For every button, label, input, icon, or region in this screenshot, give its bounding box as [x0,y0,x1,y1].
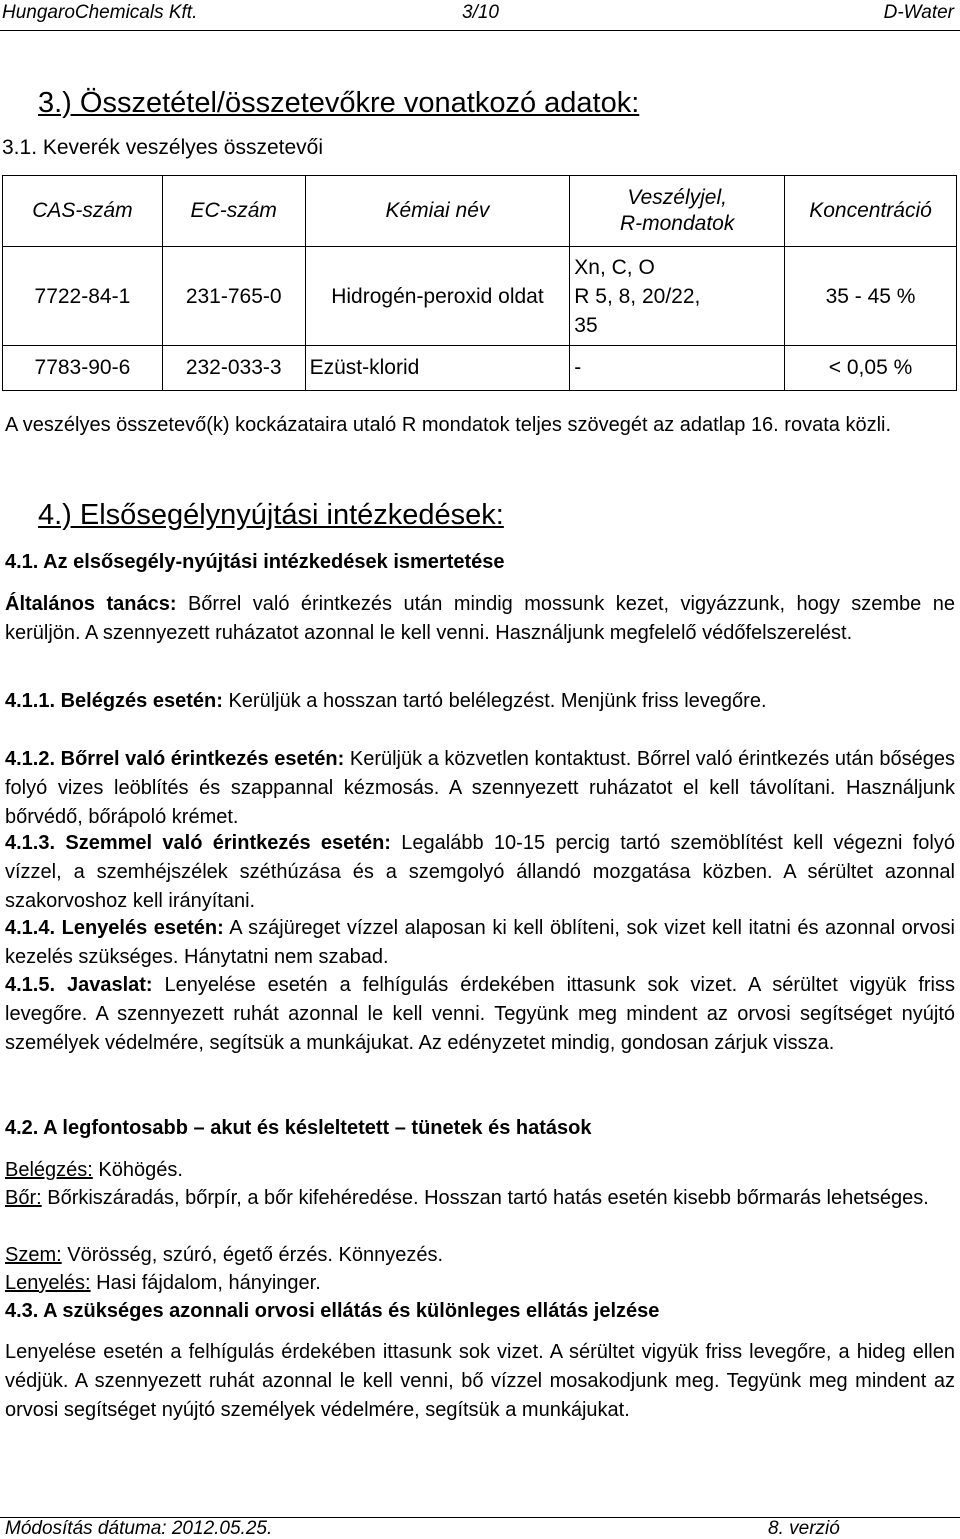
cell-hazard [570,247,785,346]
symptom-label: Szem: [5,1244,62,1266]
inhalation-text: Kerüljük a hosszan tartó belélegzést. Menjünk friss levegőre. [222,690,767,712]
cell-concentration: 35 - 45 % [785,247,957,346]
header-product: D-Water [883,2,954,23]
symptom-text: Vörösség, szúró, égető érzés. Könnyezés. [61,1244,444,1266]
table-row [3,247,957,346]
inhalation-paragraph [5,687,955,716]
cell-concentration: < 0,05 % [785,346,957,391]
footer-version: 8. verzió [768,1518,840,1539]
table-header-row [3,176,957,247]
section-4-3-paragraph: Lenyelése esetén a felhígulás érdekében ittasunk sok vizet. A sérültet vigyük friss levegőre, a hideg ellen védjük. A szennyezett ruhát azonnal le kell venni, bő vízzel mosakodjunk meg. Tegyünk meg mindent az orvosi segítséget nyújtó személyek védelmére, segítsük a munkájukat. [5,1341,955,1421]
col-header-hazard [570,176,785,247]
header-company: HungaroChemicals Kft. [2,2,198,23]
inhalation-label: 4.1.1. Belégzés esetén: [5,690,223,712]
recommendation-paragraph [5,971,955,1058]
page-header [0,0,960,31]
skin-contact-paragraph [5,745,955,832]
general-advice-paragraph [5,590,955,648]
section-3-note: A veszélyes összetevő(k) kockázataira utaló R mondatok teljes szövegét az adatlap 16. rovata közli. [5,414,892,436]
col-header-cas: CAS-szám [3,176,163,247]
eye-contact-text: Legalább 10-15 percig tartó szemöblítést kell végezni folyó vízzel, a szemhéjszélek széthúzása és a szemgolyó állandó mozgatása közben. A sérültet azonnal szakorvoshoz kell irányítani. [5,832,955,912]
recommendation-label: 4.1.5. Javaslat: [5,974,153,996]
section-4-title: 4.) Elsősegélynyújtási intézkedések: [38,499,504,531]
cell-hazard-line3: 35 [574,313,598,337]
cell-hazard-line2: R 5, 8, 20/22, [574,284,701,308]
symptom-text: Bőrkiszáradás, bőrpír, a bőr kifehéredése. Hosszan tartó hatás esetén kisebb bőrmarás lehetséges. [41,1187,929,1209]
section-3-1-title: 3.1. Keverék veszélyes összetevői [2,136,323,159]
symptom-label: Lenyelés: [5,1272,91,1294]
cell-ec: 232-033-3 [162,346,305,391]
col-header-hazard-line2: R-mondatok [619,212,735,235]
cell-cas: 7722-84-1 [3,247,163,346]
symptom-eye [5,1241,955,1270]
section-4-2-title: 4.2. A legfontosabb – akut és késleltetett – tünetek és hatások [5,1117,592,1139]
col-header-ec: EC-szám [162,176,305,247]
ingestion-text: A szájüreget vízzel alaposan ki kell öblíteni, sok vizet kell itatni és azonnal orvosi kezelés szükséges. Hánytatni nem szabad. [5,917,955,968]
cell-name: Ezüst-klorid [305,346,570,391]
cell-ec: 231-765-0 [162,247,305,346]
page-footer [0,1517,960,1538]
cell-name: Hidrogén-peroxid oldat [305,247,570,346]
header-page-number: 3/10 [462,2,499,23]
symptom-text: Köhögés. [92,1159,183,1181]
ingestion-paragraph [5,914,955,972]
general-advice-text: Bőrrel való érintkezés után mindig mossunk kezet, vigyázzunk, hogy szembe ne kerüljön. A szennyezett ruházatot azonnal le kell venni. Használjunk megfelelő védőfelszerelést. [5,593,955,644]
symptom-ingestion [5,1269,955,1298]
skin-contact-label: 4.1.2. Bőrrel való érintkezés esetén: [5,748,345,770]
ingestion-label: 4.1.4. Lenyelés esetén: [5,917,224,939]
section-4-1-title: 4.1. Az elsősegély-nyújtási intézkedések ismertetése [5,551,505,573]
symptom-label: Bőr: [5,1187,42,1209]
col-header-hazard-line1: Veszélyjel, [627,186,727,209]
col-header-concentration: Koncentráció [785,176,957,247]
section-4-3-title: 4.3. A szükséges azonnali orvosi ellátás és különleges ellátás jelzése [5,1300,660,1322]
cell-hazard: - [570,346,785,391]
col-header-name: Kémiai név [305,176,570,247]
components-table [2,175,957,391]
footer-revision-date: Módosítás dátuma: 2012.05.25. [5,1518,273,1539]
section-3-title: 3.) Összetétel/összetevőkre vonatkozó adatok: [38,87,640,119]
symptom-label: Belégzés: [5,1159,93,1181]
skin-contact-text: Kerüljük a közvetlen kontaktust. Bőrrel való érintkezés után bőséges folyó vizes leöblítés és szappannal kézmosás. A szennyezett ruházatot el kell távolítani. Használjunk bőrvédő, bőrápoló krémet. [5,748,955,828]
recommendation-text: Lenyelése esetén a felhígulás érdekében ittasunk sok vizet. A sérültet vigyük friss levegőre. A szennyezett ruhát azonnal le kell venni. Tegyünk meg mindent az orvosi segítséget nyújtó személyek védelmére, segítsük a munkájukat. Az edényzetet mindig, gondosan zárjuk vissza. [5,974,956,1054]
cell-hazard-line1: Xn, C, O [574,255,655,279]
symptom-skin [5,1184,955,1213]
symptom-text: Hasi fájdalom, hányinger. [90,1272,321,1294]
table-row [3,346,957,391]
eye-contact-paragraph [5,829,955,916]
eye-contact-label: 4.1.3. Szemmel való érintkezés esetén: [5,832,391,854]
general-advice-label: Általános tanács: [5,593,177,615]
cell-cas: 7783-90-6 [3,346,163,391]
symptom-inhalation [5,1156,955,1185]
